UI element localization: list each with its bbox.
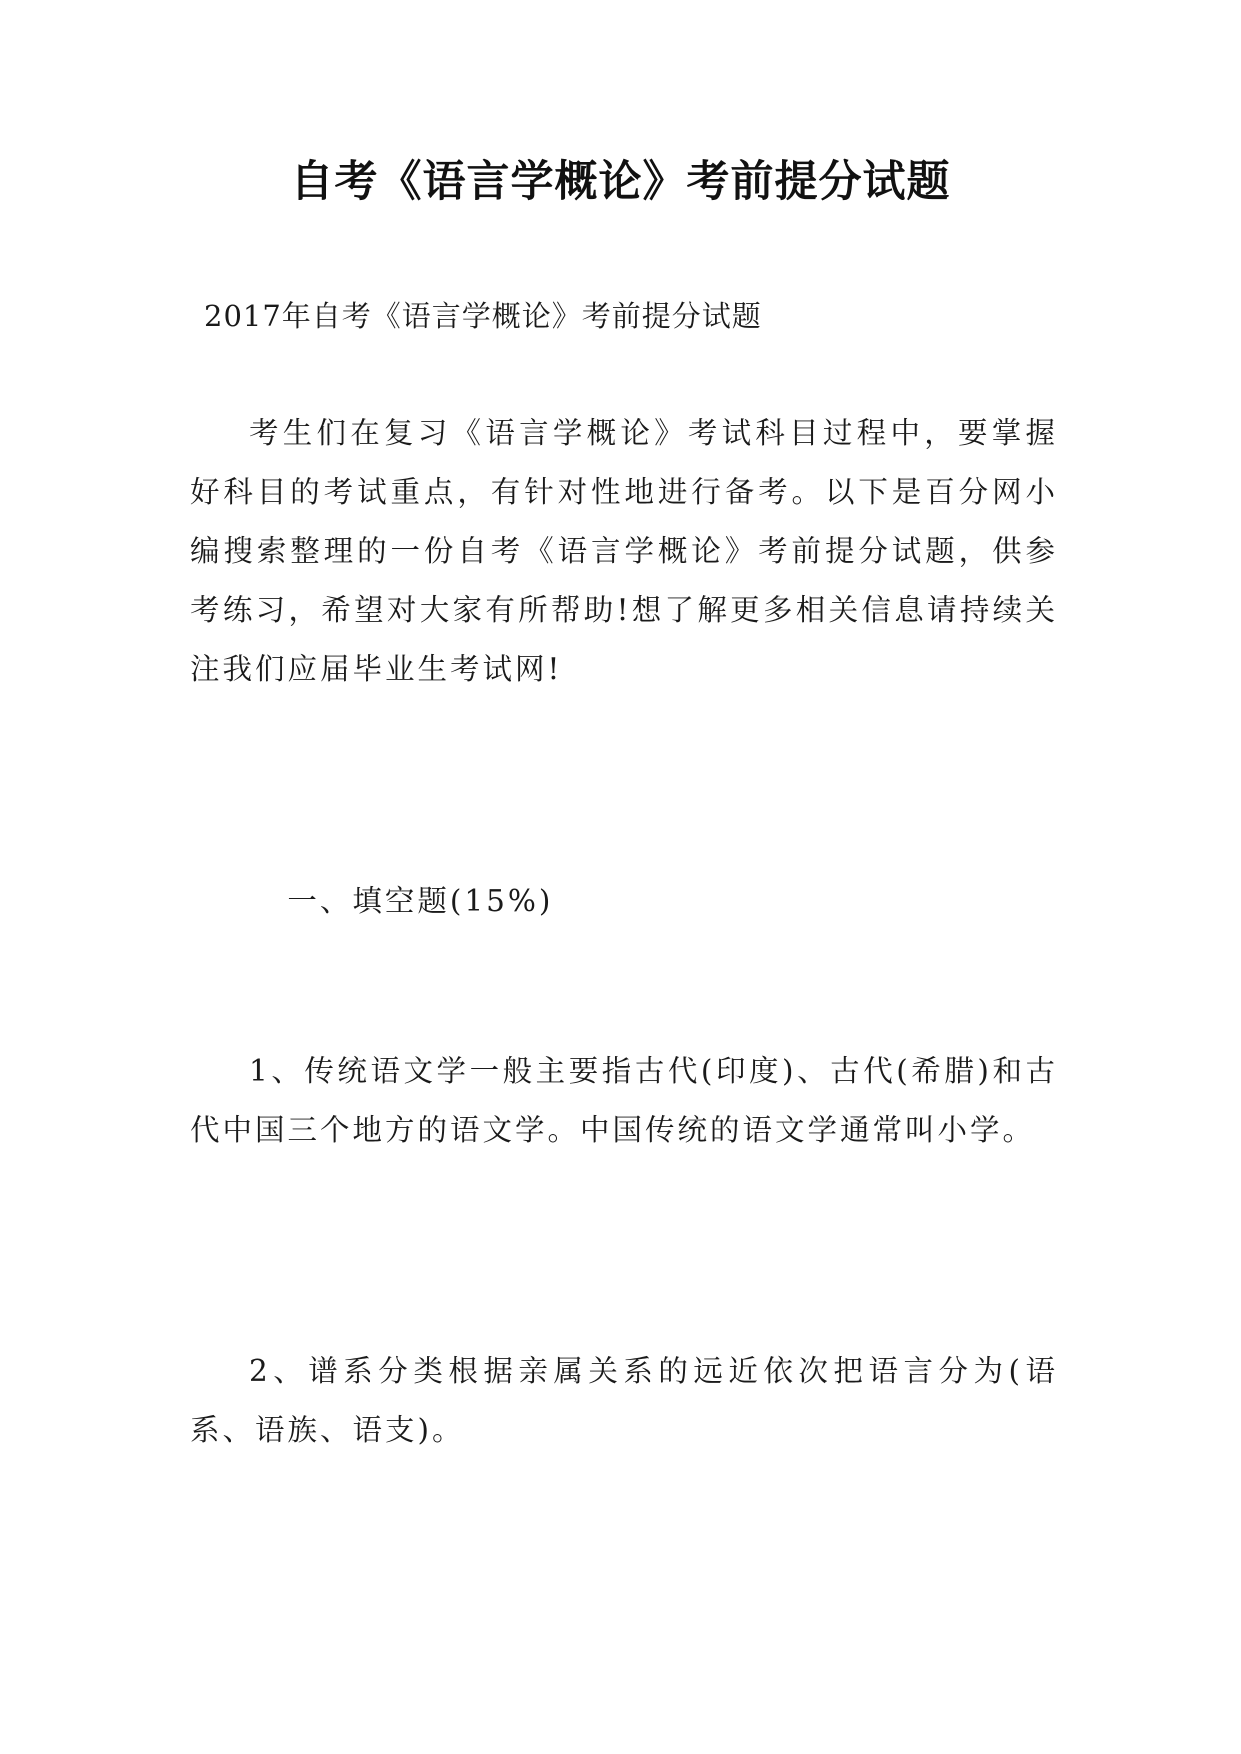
document-title: 自考《语言学概论》考前提分试题 [290, 157, 951, 207]
question-item: 1、传统语文学一般主要指古代(印度)、古代(希腊)和古代中国三个地方的语文学。中国传统的语文学通常叫小学。 [190, 1054, 1058, 1147]
document-subtitle: 2017年自考《语言学概论》考前提分试题 [204, 299, 762, 333]
question-item: 2、谱系分类根据亲属关系的远近依次把语言分为(语系、语族、语支)。 [190, 1354, 1058, 1447]
intro-paragraph: 考生们在复习《语言学概论》考试科目过程中，要掌握好科目的考试重点，有针对性地进行备考。以下是百分网小编搜索整理的一份自考《语言学概论》考前提分试题，供参考练习，希望对大家有所帮助!想了解更多相关信息请持续关注我们应届毕业生考试网! [190, 416, 1058, 686]
section-heading: 一、填空题(15%) [287, 884, 554, 918]
